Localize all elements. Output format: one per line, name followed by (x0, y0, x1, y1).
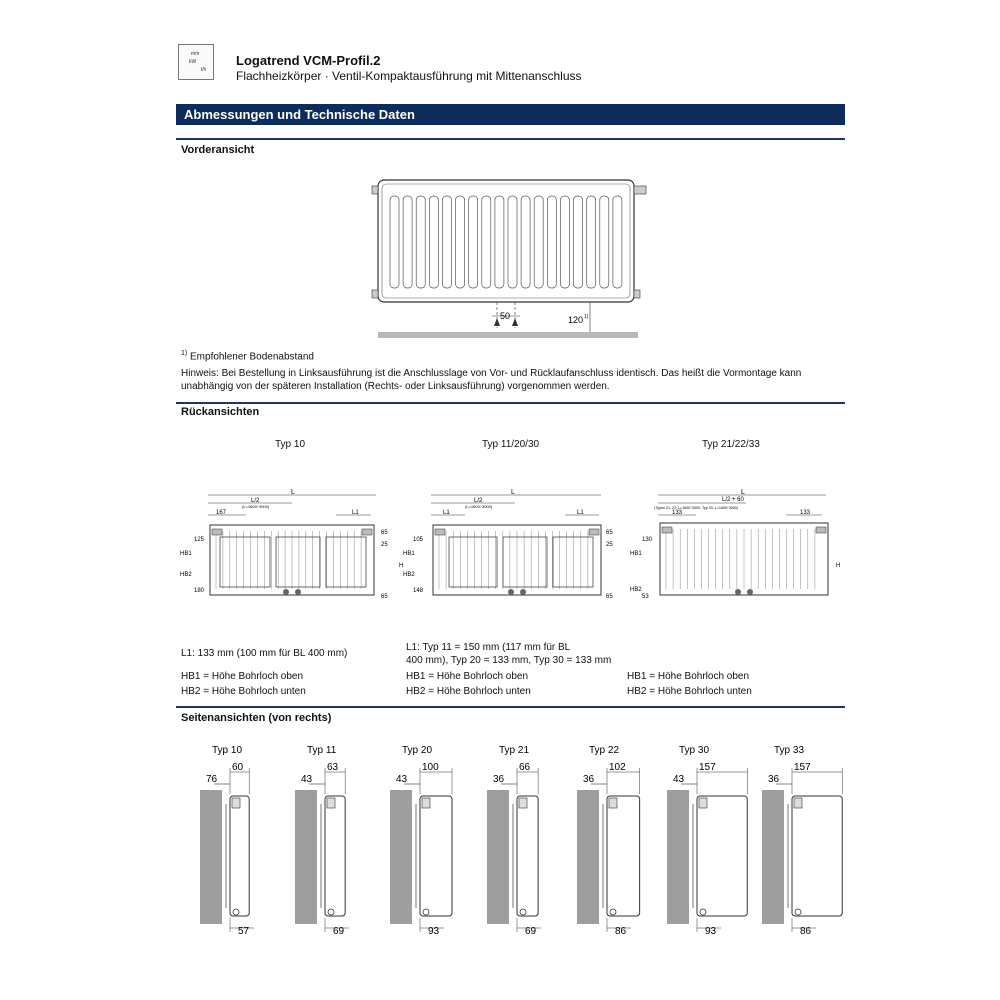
bottom-connection (610, 909, 616, 915)
radiator-body-side (697, 796, 747, 916)
rear-bracket (816, 527, 826, 533)
front-view-drawing (370, 176, 660, 346)
section-banner-title: Abmessungen und Technische Daten (184, 107, 415, 122)
svg-text:HB1: HB1 (403, 551, 415, 557)
connection-arrow-right (512, 318, 518, 326)
rear-view-typ21-22-33 (626, 485, 846, 610)
svg-text:130: 130 (642, 537, 653, 543)
svg-text:53: 53 (642, 594, 649, 600)
svg-text:H: H (399, 563, 404, 569)
dim-connection-spacing: 50 (500, 311, 511, 321)
rear-connection (283, 589, 289, 595)
svg-text:148: 148 (413, 588, 424, 594)
note-hb2: HB2 = Höhe Bohrloch unten (627, 686, 752, 697)
hint-text: Hinweis: Bei Bestellung in Linksausführung ist die Anschlusslage von Vor- und Rücklaufanschluss identisch. Das heißt die Vormontage kann unabhängig von der späteren Installation (Rechts- oder Linksausführung) vorgenommen werden. (181, 368, 802, 392)
note-hb1: HB1 = Höhe Bohrloch oben (627, 671, 750, 682)
svg-text:(L=1600÷3000): (L=1600÷3000) (242, 504, 270, 509)
rear-connection (520, 589, 526, 595)
connection-head (422, 798, 430, 808)
svg-text:65: 65 (606, 530, 613, 536)
side-view-label: Typ 33 (774, 745, 805, 756)
connection-head (699, 798, 707, 808)
connection-head (519, 798, 527, 808)
rear-view-typ10 (176, 485, 391, 610)
dim-wall-distance: 43 (301, 774, 313, 785)
document-title: Logatrend VCM-Profil.2 (236, 53, 381, 68)
dim-depth: 157 (794, 762, 811, 773)
rear-bracket (589, 529, 599, 535)
dim-floor-footnote: 1) (584, 314, 589, 320)
radiator-body-side (792, 796, 842, 916)
svg-text:65: 65 (381, 530, 388, 536)
wall (390, 790, 412, 924)
radiator-body-side (607, 796, 640, 916)
dim-depth: 66 (519, 762, 531, 773)
rear-label-typ21-22-33: Typ 21/22/33 (702, 439, 760, 450)
bottom-connection (423, 909, 429, 915)
dim-bottom: 93 (705, 926, 717, 937)
side-views-heading: Seitenansichten (von rechts) (181, 712, 332, 724)
rear-label-typ10: Typ 10 (275, 439, 306, 450)
svg-text:L1: L1 (577, 510, 584, 516)
dim-floor-distance: 120 (568, 315, 584, 325)
svg-text:(Typen 21, 22: L=1600÷3000, Ty: (Typen 21, 22: L=1600÷3000, Typ 33: L=1600÷3000) (654, 506, 739, 510)
footnote: $^{1)}$ Empfohlener Bodenabstand (181, 350, 314, 363)
wall (577, 790, 599, 924)
valve-right (634, 186, 646, 194)
note-hb2: HB2 = Höhe Bohrloch unten (406, 686, 531, 697)
front-view-heading: Vorderansicht (181, 144, 255, 156)
connection-head (794, 798, 802, 808)
svg-text:L: L (511, 489, 515, 496)
side-view-label: Typ 20 (402, 745, 433, 756)
note-l1-typ11-20-30: L1: Typ 11 = 150 mm (117 mm für BL 400 mm), Typ 20 = 133 mm, Typ 30 = 133 mm (406, 642, 612, 666)
side-view-typ21 (487, 742, 577, 942)
wall (667, 790, 689, 924)
side-view-typ33 (762, 742, 852, 942)
side-view-typ11 (295, 742, 385, 942)
rear-label-typ11-20-30: Typ 11/20/30 (482, 439, 540, 450)
svg-text:105: 105 (413, 537, 424, 543)
svg-text:180: 180 (194, 588, 205, 594)
dim-bottom: 86 (615, 926, 627, 937)
document-subtitle: Flachheizkörper · Ventil-Kompaktausführung mit Mittenanschluss (236, 69, 582, 83)
bottom-connection (795, 909, 801, 915)
dim-wall-distance: 36 (493, 774, 505, 785)
radiator-body-side (420, 796, 452, 916)
svg-text:L1: L1 (443, 510, 450, 516)
dim-bottom: 86 (800, 926, 812, 937)
svg-text:HB2: HB2 (630, 587, 642, 593)
wall (762, 790, 784, 924)
rear-connection (747, 589, 753, 595)
dim-wall-distance: 76 (206, 774, 218, 785)
radiator-body-side (325, 796, 345, 916)
svg-text:167: 167 (216, 510, 227, 516)
svg-text:25: 25 (606, 542, 613, 548)
unit-lh: l/h (201, 67, 207, 73)
svg-text:L/2: L/2 (251, 498, 260, 504)
svg-text:L/2 + 60: L/2 + 60 (722, 497, 744, 503)
rear-view-typ11-20-30 (397, 485, 619, 610)
svg-text:(L=1600÷3000): (L=1600÷3000) (465, 504, 493, 509)
wall (295, 790, 317, 924)
dim-bottom: 69 (525, 926, 537, 937)
note-l1-typ10: L1: 133 mm (100 mm für BL 400 mm) (181, 648, 348, 659)
svg-text:65: 65 (381, 594, 388, 600)
svg-text:HB1: HB1 (180, 551, 192, 557)
rear-views-heading: Rückansichten (181, 406, 260, 418)
side-view-label: Typ 30 (679, 745, 710, 756)
rear-bracket (212, 529, 222, 535)
side-view-label: Typ 21 (499, 745, 530, 756)
svg-text:133: 133 (672, 510, 683, 516)
dim-bottom: 69 (333, 926, 345, 937)
rear-bracket (435, 529, 445, 535)
bottom-connection (700, 909, 706, 915)
dim-depth: 102 (609, 762, 626, 773)
dim-wall-distance: 43 (396, 774, 408, 785)
side-view-typ22 (577, 742, 667, 942)
side-view-label: Typ 11 (307, 745, 337, 756)
divider (176, 706, 845, 708)
dim-depth: 63 (327, 762, 339, 773)
dim-depth: 100 (422, 762, 439, 773)
svg-text:L/2: L/2 (474, 498, 483, 504)
dim-bottom: 93 (428, 926, 440, 937)
plug-bottom-right (634, 290, 640, 298)
connection-head (327, 798, 335, 808)
rear-bracket (362, 529, 372, 535)
plug-bottom-left (372, 290, 378, 298)
side-view-typ20 (390, 742, 480, 942)
svg-text:125: 125 (194, 537, 205, 543)
dim-wall-distance: 43 (673, 774, 685, 785)
wall (487, 790, 509, 924)
svg-text:HB2: HB2 (403, 572, 415, 578)
unit-kw: kW (189, 59, 197, 65)
side-view-typ10 (200, 742, 290, 942)
connection-head (609, 798, 617, 808)
note-hb1: HB1 = Höhe Bohrloch oben (181, 671, 304, 682)
radiator-body-side (517, 796, 538, 916)
side-view-label: Typ 10 (212, 745, 243, 756)
svg-text:65: 65 (606, 594, 613, 600)
svg-text:L: L (291, 489, 295, 496)
rear-connection (295, 589, 301, 595)
rear-connection (508, 589, 514, 595)
bottom-connection (520, 909, 526, 915)
bottom-connection (233, 909, 239, 915)
svg-text:H: H (836, 563, 841, 569)
svg-text:HB1: HB1 (630, 551, 642, 557)
svg-text:133: 133 (800, 510, 811, 516)
divider (176, 138, 845, 140)
dim-wall-distance: 36 (583, 774, 595, 785)
vent-plug-left (372, 186, 378, 194)
units-icon (178, 44, 214, 80)
floor (378, 332, 638, 338)
svg-text:L: L (741, 489, 745, 496)
connection-head (232, 798, 240, 808)
unit-mm: mm (191, 51, 200, 57)
radiator-body-side (230, 796, 249, 916)
svg-text:L1: L1 (352, 510, 359, 516)
dim-depth: 157 (699, 762, 716, 773)
bottom-connection (328, 909, 334, 915)
side-view-typ30 (667, 742, 757, 942)
dim-bottom: 57 (238, 926, 250, 937)
svg-text:HB2: HB2 (180, 572, 192, 578)
dim-depth: 60 (232, 762, 244, 773)
svg-text:25: 25 (381, 542, 388, 548)
note-hb1: HB1 = Höhe Bohrloch oben (406, 671, 529, 682)
divider (176, 402, 845, 404)
dim-wall-distance: 36 (768, 774, 780, 785)
side-view-label: Typ 22 (589, 745, 620, 756)
rear-connection (735, 589, 741, 595)
note-hb2: HB2 = Höhe Bohrloch unten (181, 686, 306, 697)
rear-bracket (662, 527, 672, 533)
wall (200, 790, 222, 924)
